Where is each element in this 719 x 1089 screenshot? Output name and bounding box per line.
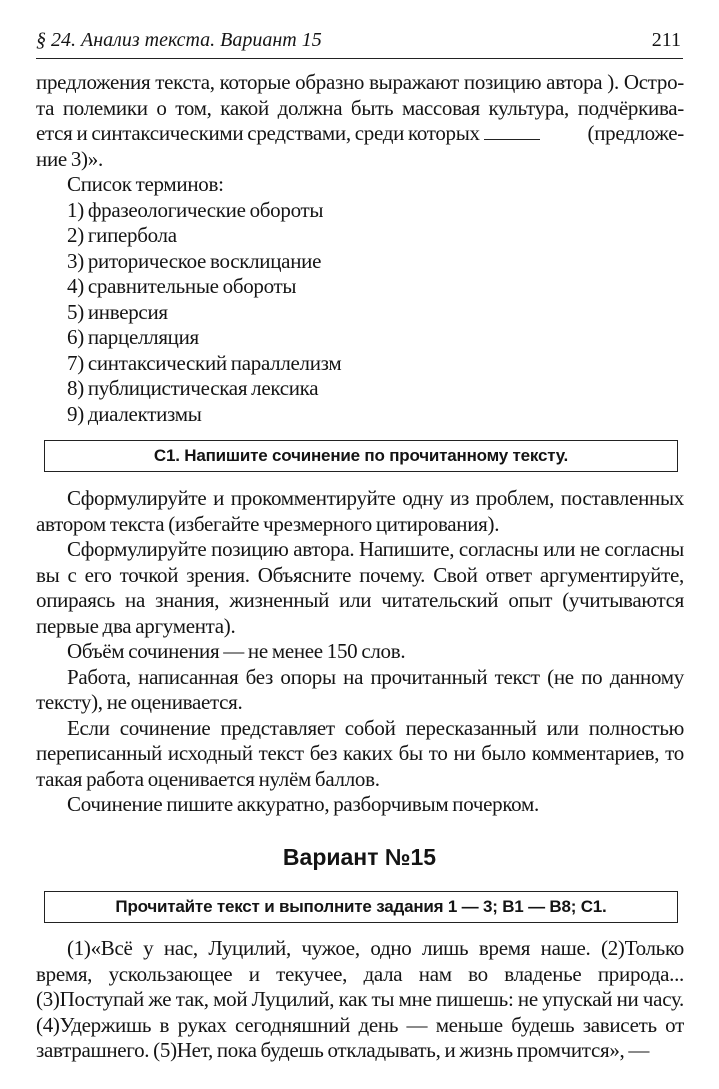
task-c1-body	[36, 486, 684, 818]
variant-instruction: Прочитайте текст и выполните задания 1 — 3; В1 — В8; С1.	[44, 891, 678, 923]
list-item: 6) парцелляция	[67, 325, 199, 349]
intro-line-text: (предложе-	[587, 121, 684, 145]
page-header	[36, 24, 683, 59]
task-paragraph: Сочинение пишите аккуратно, разборчивым почерком.	[67, 792, 539, 816]
source-paragraph: (1)«Всё у нас, Луцилий, чужое, одно лишь время наше. (2)Только время, ускользающее и текучее, дала нам во владенье природа... (3)Поступай же так, мой Луцилий, как ты мне пишешь: не упускай ни часу. (4)Удержишь в руках сегодняшний день — меньше будешь зависеть от завтрашнего. (5)Нет, пока будешь откладывать, и жизнь промчится», —	[36, 936, 684, 1062]
intro-line-text: ется и синтаксическими средствами, среди которых	[36, 121, 480, 145]
task-paragraph: Сформулируйте и прокомментируйте одну из проблем, поставленных автором текста (избегайте чрезмерного цитирования).	[36, 486, 684, 536]
task-c1-heading: С1. Напишите сочинение по прочитанному тексту.	[44, 440, 678, 472]
variant-title: Вариант №15	[282, 844, 437, 870]
task-paragraph: Объём сочинения — не менее 150 слов.	[67, 639, 406, 663]
task-paragraph: Если сочинение представляет собой пересказанный или полностью переписанный исходный текст без каких бы то ни было комментариев, то такая работа оценивается нулём баллов.	[36, 715, 684, 791]
intro-line: та полемики о том, какой должна быть массовая культура, подчёркива-	[36, 95, 684, 120]
intro-line: предложения текста, которые образно выражают позицию автора ). Остро-	[36, 70, 684, 94]
intro-line: ние 3)».	[36, 146, 103, 171]
section-title: § 24. Анализ текста. Вариант 15	[36, 29, 322, 51]
source-text	[36, 936, 684, 1064]
list-item: 9) диалектизмы	[67, 401, 202, 426]
list-item: 3) риторическое восклицание	[67, 248, 322, 273]
page-number: 211	[651, 29, 681, 51]
list-item: 7) синтаксический параллелизм	[67, 350, 342, 375]
intro-line	[36, 121, 684, 147]
intro-paragraph	[36, 70, 684, 172]
list-item: 5) инверсия	[67, 299, 168, 324]
list-item: 4) сравнительные обороты	[67, 274, 297, 298]
task-paragraph: Сформулируйте позицию автора. Напишите, согласны или не согласны вы с его точкой зрения. Объясните почему. Свой ответ аргументируйте, опираясь на знания, жизненный или читательский опыт (учитываются первые два аргумента).	[36, 537, 684, 638]
list-item: 8) публицистическая лексика	[67, 376, 319, 400]
list-item: 2) гипербола	[67, 223, 177, 247]
terms-title: Список терминов:	[67, 172, 224, 196]
task-paragraph: Работа, написанная без опоры на прочитанный текст (не по данному тексту), не оценивается.	[36, 664, 684, 714]
answer-blank	[484, 122, 540, 140]
list-item: 1) фразеологические обороты	[67, 197, 324, 222]
terms-list	[36, 172, 684, 427]
